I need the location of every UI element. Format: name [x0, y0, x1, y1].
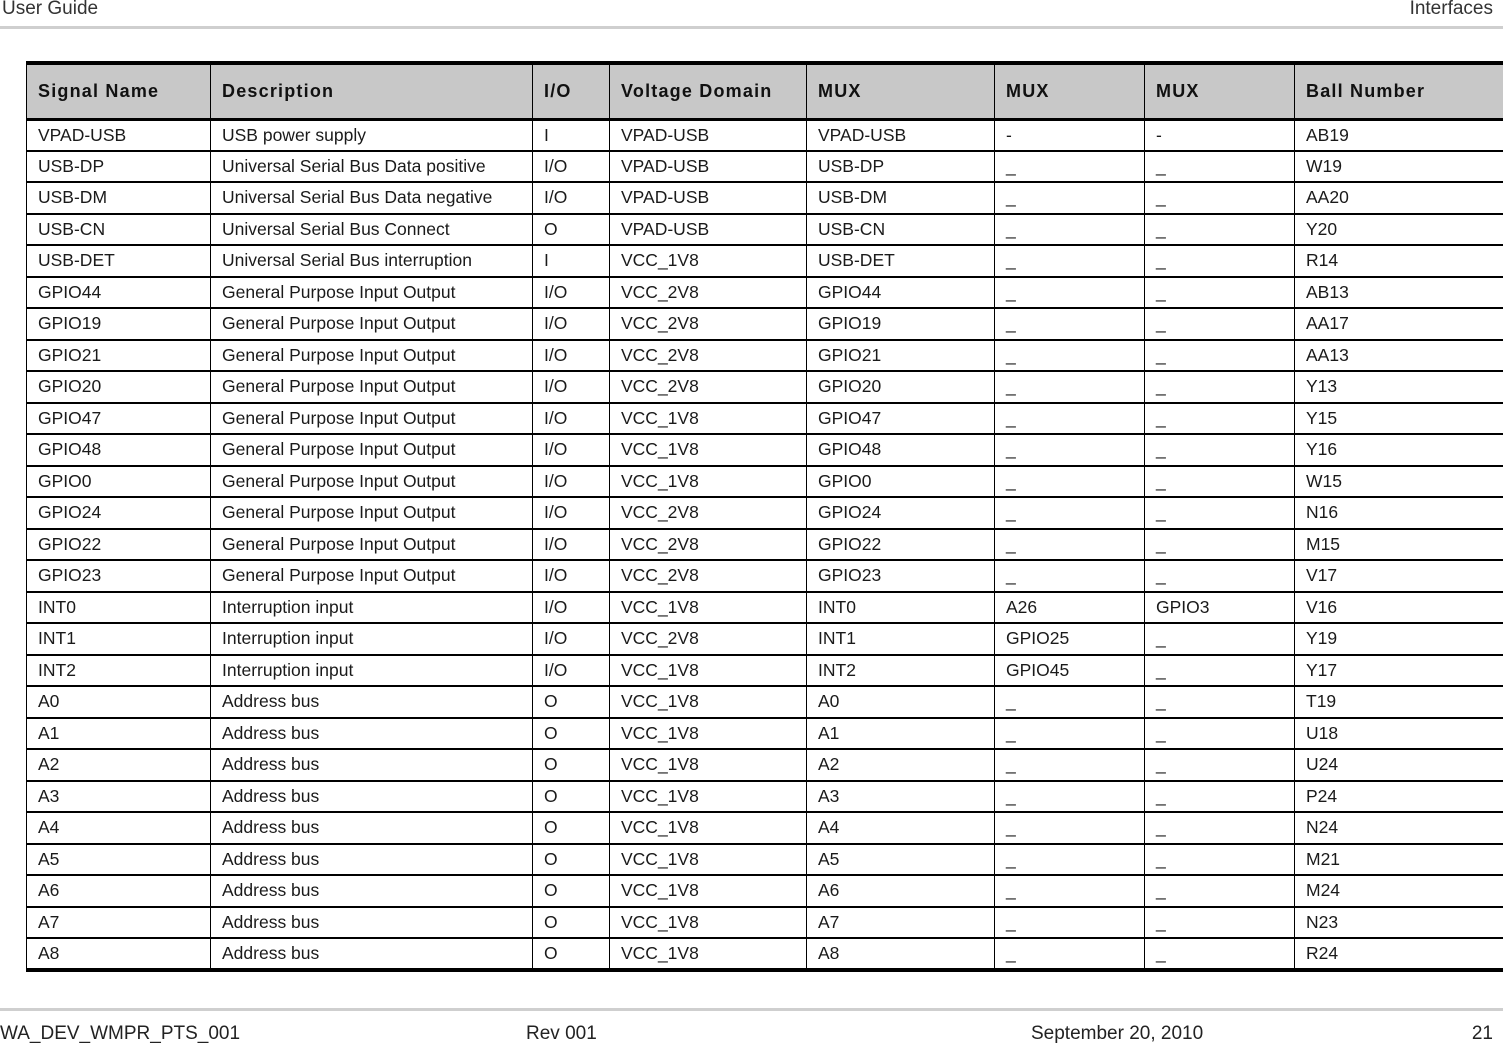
table-cell: VCC_1V8	[610, 718, 807, 750]
table-cell: A2	[807, 749, 995, 781]
table-cell: _	[995, 938, 1145, 970]
table-row	[27, 812, 1503, 844]
table-cell: R24	[1295, 938, 1503, 970]
table-cell: USB power supply	[211, 119, 533, 151]
table-cell: VPAD-USB	[807, 119, 995, 151]
table-cell: I/O	[533, 434, 610, 466]
table-cell: A0	[27, 686, 211, 718]
table-cell: _	[1145, 938, 1295, 970]
table-cell: A4	[807, 812, 995, 844]
table-cell: A8	[27, 938, 211, 970]
table-cell: INT0	[807, 592, 995, 624]
table-cell: AA17	[1295, 308, 1503, 340]
table-cell: _	[995, 686, 1145, 718]
signal-table	[26, 61, 1503, 972]
table-cell: General Purpose Input Output	[211, 497, 533, 529]
table-cell: A5	[807, 844, 995, 876]
table-cell: _	[995, 718, 1145, 750]
table-cell: General Purpose Input Output	[211, 308, 533, 340]
table-cell: Address bus	[211, 781, 533, 813]
table-cell: _	[1145, 686, 1295, 718]
table-cell: _	[995, 560, 1145, 592]
table-cell: GPIO21	[27, 340, 211, 372]
table-cell: General Purpose Input Output	[211, 434, 533, 466]
table-header-row	[27, 63, 1503, 119]
table-cell: VCC_1V8	[610, 749, 807, 781]
table-row	[27, 434, 1503, 466]
table-cell: _	[1145, 214, 1295, 246]
table-cell: VCC_1V8	[610, 812, 807, 844]
table-cell: GPIO47	[27, 403, 211, 435]
column-header: I/O	[533, 63, 610, 119]
table-cell: W19	[1295, 151, 1503, 183]
table-cell: I/O	[533, 151, 610, 183]
table-cell: VCC_1V8	[610, 844, 807, 876]
table-row	[27, 875, 1503, 907]
table-cell: General Purpose Input Output	[211, 340, 533, 372]
table-cell: Y15	[1295, 403, 1503, 435]
table-cell: _	[995, 308, 1145, 340]
table-cell: GPIO0	[807, 466, 995, 498]
table-cell: R14	[1295, 245, 1503, 277]
table-cell: T19	[1295, 686, 1503, 718]
table-cell: Address bus	[211, 938, 533, 970]
table-cell: _	[1145, 844, 1295, 876]
table-cell: _	[995, 151, 1145, 183]
table-cell: GPIO24	[807, 497, 995, 529]
table-cell: _	[1145, 655, 1295, 687]
table-cell: GPIO47	[807, 403, 995, 435]
table-cell: A3	[807, 781, 995, 813]
table-cell: I/O	[533, 308, 610, 340]
table-cell: VPAD-USB	[610, 214, 807, 246]
table-row	[27, 938, 1503, 970]
page-footer	[0, 1008, 1503, 1046]
table-cell: _	[995, 214, 1145, 246]
footer-document-id: WA_DEV_WMPR_PTS_001	[0, 1023, 241, 1044]
table-cell: GPIO45	[995, 655, 1145, 687]
table-cell: _	[995, 277, 1145, 309]
table-cell: W15	[1295, 466, 1503, 498]
table-cell: Universal Serial Bus Connect	[211, 214, 533, 246]
column-header: MUX	[995, 63, 1145, 119]
table-cell: GPIO48	[27, 434, 211, 466]
table-cell: -	[1145, 119, 1295, 151]
table-cell: _	[995, 749, 1145, 781]
table-cell: _	[995, 371, 1145, 403]
table-cell: Interruption input	[211, 592, 533, 624]
table-cell: Y19	[1295, 623, 1503, 655]
table-cell: M15	[1295, 529, 1503, 561]
table-cell: _	[1145, 277, 1295, 309]
table-cell: GPIO48	[807, 434, 995, 466]
table-cell: VCC_1V8	[610, 655, 807, 687]
table-cell: USB-DP	[27, 151, 211, 183]
table-row	[27, 182, 1503, 214]
table-row	[27, 623, 1503, 655]
page-header	[0, 0, 1503, 29]
table-row	[27, 277, 1503, 309]
header-chapter-title: Interfaces	[1409, 0, 1493, 19]
table-cell: VCC_1V8	[610, 781, 807, 813]
table-cell: GPIO24	[27, 497, 211, 529]
table-cell: INT2	[807, 655, 995, 687]
table-cell: VCC_1V8	[610, 592, 807, 624]
table-cell: Y17	[1295, 655, 1503, 687]
table-cell: GPIO22	[807, 529, 995, 561]
table-cell: _	[1145, 560, 1295, 592]
table-cell: VCC_1V8	[610, 875, 807, 907]
table-cell: _	[1145, 308, 1295, 340]
table-cell: USB-CN	[27, 214, 211, 246]
table-cell: U24	[1295, 749, 1503, 781]
table-cell: Address bus	[211, 749, 533, 781]
table-cell: Universal Serial Bus Data negative	[211, 182, 533, 214]
table-row	[27, 403, 1503, 435]
table-row	[27, 560, 1503, 592]
table-cell: Address bus	[211, 718, 533, 750]
table-cell: N24	[1295, 812, 1503, 844]
table-cell: VCC_2V8	[610, 340, 807, 372]
table-cell: _	[1145, 466, 1295, 498]
table-cell: AA20	[1295, 182, 1503, 214]
table-cell: USB-DET	[27, 245, 211, 277]
column-header: Voltage Domain	[610, 63, 807, 119]
table-cell: Address bus	[211, 844, 533, 876]
table-row	[27, 119, 1503, 151]
table-cell: AB13	[1295, 277, 1503, 309]
table-cell: _	[995, 875, 1145, 907]
table-cell: _	[995, 434, 1145, 466]
table-cell: A4	[27, 812, 211, 844]
table-cell: I/O	[533, 340, 610, 372]
column-header: MUX	[807, 63, 995, 119]
table-cell: Address bus	[211, 686, 533, 718]
table-cell: I/O	[533, 182, 610, 214]
table-cell: I	[533, 119, 610, 151]
table-cell: V17	[1295, 560, 1503, 592]
table-cell: O	[533, 749, 610, 781]
table-cell: VCC_1V8	[610, 434, 807, 466]
table-cell: INT1	[27, 623, 211, 655]
table-cell: _	[995, 497, 1145, 529]
table-cell: VCC_2V8	[610, 308, 807, 340]
table-row	[27, 214, 1503, 246]
table-cell: A3	[27, 781, 211, 813]
table-cell: O	[533, 781, 610, 813]
table-cell: USB-DM	[807, 182, 995, 214]
table-cell: VPAD-USB	[27, 119, 211, 151]
table-cell: AA13	[1295, 340, 1503, 372]
table-cell: O	[533, 214, 610, 246]
table-cell: GPIO0	[27, 466, 211, 498]
table-cell: GPIO25	[995, 623, 1145, 655]
table-cell: VCC_1V8	[610, 907, 807, 939]
table-cell: I	[533, 245, 610, 277]
table-cell: VCC_1V8	[610, 466, 807, 498]
table-cell: A2	[27, 749, 211, 781]
table-cell: U18	[1295, 718, 1503, 750]
table-cell: _	[1145, 371, 1295, 403]
table-cell: USB-CN	[807, 214, 995, 246]
table-cell: VCC_2V8	[610, 529, 807, 561]
table-row	[27, 466, 1503, 498]
table-cell: _	[1145, 245, 1295, 277]
table-cell: General Purpose Input Output	[211, 560, 533, 592]
table-cell: VCC_1V8	[610, 245, 807, 277]
table-cell: Universal Serial Bus interruption	[211, 245, 533, 277]
table-cell: Interruption input	[211, 623, 533, 655]
table-cell: INT1	[807, 623, 995, 655]
table-row	[27, 749, 1503, 781]
table-cell: I/O	[533, 371, 610, 403]
table-cell: I/O	[533, 560, 610, 592]
table-cell: A6	[807, 875, 995, 907]
table-cell: P24	[1295, 781, 1503, 813]
table-cell: A7	[807, 907, 995, 939]
table-cell: _	[1145, 340, 1295, 372]
table-cell: I/O	[533, 403, 610, 435]
table-cell: GPIO44	[27, 277, 211, 309]
table-cell: USB-DM	[27, 182, 211, 214]
table-cell: _	[995, 529, 1145, 561]
table-cell: I/O	[533, 529, 610, 561]
table-cell: Address bus	[211, 907, 533, 939]
table-cell: VCC_2V8	[610, 497, 807, 529]
table-cell: GPIO23	[27, 560, 211, 592]
table-row	[27, 245, 1503, 277]
table-cell: A1	[807, 718, 995, 750]
table-cell: I/O	[533, 466, 610, 498]
table-cell: General Purpose Input Output	[211, 403, 533, 435]
table-cell: VCC_2V8	[610, 277, 807, 309]
table-cell: O	[533, 875, 610, 907]
table-cell: _	[1145, 151, 1295, 183]
table-cell: _	[995, 245, 1145, 277]
table-cell: GPIO22	[27, 529, 211, 561]
table-cell: USB-DP	[807, 151, 995, 183]
table-cell: Universal Serial Bus Data positive	[211, 151, 533, 183]
table-cell: VCC_1V8	[610, 938, 807, 970]
table-cell: GPIO20	[27, 371, 211, 403]
table-cell: I/O	[533, 592, 610, 624]
footer-revision: Rev 001	[526, 1023, 597, 1044]
table-cell: _	[995, 340, 1145, 372]
header-section-title: User Guide	[2, 0, 99, 19]
table-row	[27, 340, 1503, 372]
table-cell: M21	[1295, 844, 1503, 876]
table-body	[27, 119, 1503, 970]
table-cell: _	[1145, 497, 1295, 529]
table-cell: GPIO19	[27, 308, 211, 340]
table-cell: Address bus	[211, 812, 533, 844]
table-cell: VCC_2V8	[610, 560, 807, 592]
table-cell: GPIO3	[1145, 592, 1295, 624]
table-cell: A26	[995, 592, 1145, 624]
table-row	[27, 781, 1503, 813]
table-cell: GPIO19	[807, 308, 995, 340]
table-cell: INT2	[27, 655, 211, 687]
table-cell: INT0	[27, 592, 211, 624]
table-cell: M24	[1295, 875, 1503, 907]
table-cell: Interruption input	[211, 655, 533, 687]
table-cell: _	[1145, 529, 1295, 561]
table-cell: _	[995, 844, 1145, 876]
table-cell: _	[1145, 749, 1295, 781]
table-cell: I/O	[533, 497, 610, 529]
table-row	[27, 844, 1503, 876]
table-row	[27, 907, 1503, 939]
table-cell: USB-DET	[807, 245, 995, 277]
table-row	[27, 371, 1503, 403]
table-cell: A7	[27, 907, 211, 939]
table-cell: Y20	[1295, 214, 1503, 246]
table-row	[27, 655, 1503, 687]
table-cell: O	[533, 812, 610, 844]
table-cell: VCC_1V8	[610, 686, 807, 718]
table-cell: N16	[1295, 497, 1503, 529]
table-cell: O	[533, 907, 610, 939]
table-cell: VPAD-USB	[610, 119, 807, 151]
footer-page-number: 21	[1471, 1023, 1493, 1044]
table-cell: VCC_2V8	[610, 371, 807, 403]
table-cell: _	[1145, 907, 1295, 939]
table-cell: VPAD-USB	[610, 151, 807, 183]
table-cell: I/O	[533, 277, 610, 309]
table-cell: Address bus	[211, 875, 533, 907]
table-row	[27, 151, 1503, 183]
table-cell: _	[995, 182, 1145, 214]
table-cell: A5	[27, 844, 211, 876]
table-cell: GPIO21	[807, 340, 995, 372]
table-cell: Y13	[1295, 371, 1503, 403]
table-cell: _	[1145, 812, 1295, 844]
table-row	[27, 308, 1503, 340]
table-cell: GPIO44	[807, 277, 995, 309]
table-cell: -	[995, 119, 1145, 151]
table-cell: General Purpose Input Output	[211, 371, 533, 403]
table-cell: VPAD-USB	[610, 182, 807, 214]
table-cell: AB19	[1295, 119, 1503, 151]
table-cell: O	[533, 686, 610, 718]
signal-table-container	[26, 61, 1503, 972]
table-cell: O	[533, 938, 610, 970]
table-header	[27, 63, 1503, 119]
table-cell: _	[995, 403, 1145, 435]
column-header: Signal Name	[27, 63, 211, 119]
table-cell: _	[1145, 403, 1295, 435]
table-cell: N23	[1295, 907, 1503, 939]
table-cell: VCC_2V8	[610, 623, 807, 655]
table-row	[27, 592, 1503, 624]
table-cell: I/O	[533, 655, 610, 687]
table-cell: V16	[1295, 592, 1503, 624]
table-cell: _	[995, 466, 1145, 498]
table-cell: O	[533, 718, 610, 750]
table-row	[27, 529, 1503, 561]
table-cell: VCC_1V8	[610, 403, 807, 435]
table-cell: _	[1145, 781, 1295, 813]
table-cell: _	[995, 781, 1145, 813]
table-cell: _	[1145, 434, 1295, 466]
table-cell: A0	[807, 686, 995, 718]
table-cell: _	[995, 907, 1145, 939]
table-cell: _	[1145, 718, 1295, 750]
table-cell: I/O	[533, 623, 610, 655]
column-header: Ball Number	[1295, 63, 1503, 119]
table-cell: GPIO20	[807, 371, 995, 403]
table-cell: O	[533, 844, 610, 876]
table-cell: General Purpose Input Output	[211, 277, 533, 309]
table-cell: Y16	[1295, 434, 1503, 466]
table-cell: _	[1145, 623, 1295, 655]
table-cell: A8	[807, 938, 995, 970]
table-cell: General Purpose Input Output	[211, 466, 533, 498]
table-cell: GPIO23	[807, 560, 995, 592]
table-cell: _	[1145, 182, 1295, 214]
column-header: Description	[211, 63, 533, 119]
column-header: MUX	[1145, 63, 1295, 119]
table-row	[27, 497, 1503, 529]
table-row	[27, 718, 1503, 750]
table-cell: _	[1145, 875, 1295, 907]
table-cell: _	[995, 812, 1145, 844]
table-cell: A6	[27, 875, 211, 907]
table-cell: General Purpose Input Output	[211, 529, 533, 561]
table-cell: A1	[27, 718, 211, 750]
table-row	[27, 686, 1503, 718]
footer-date: September 20, 2010	[1031, 1023, 1204, 1044]
